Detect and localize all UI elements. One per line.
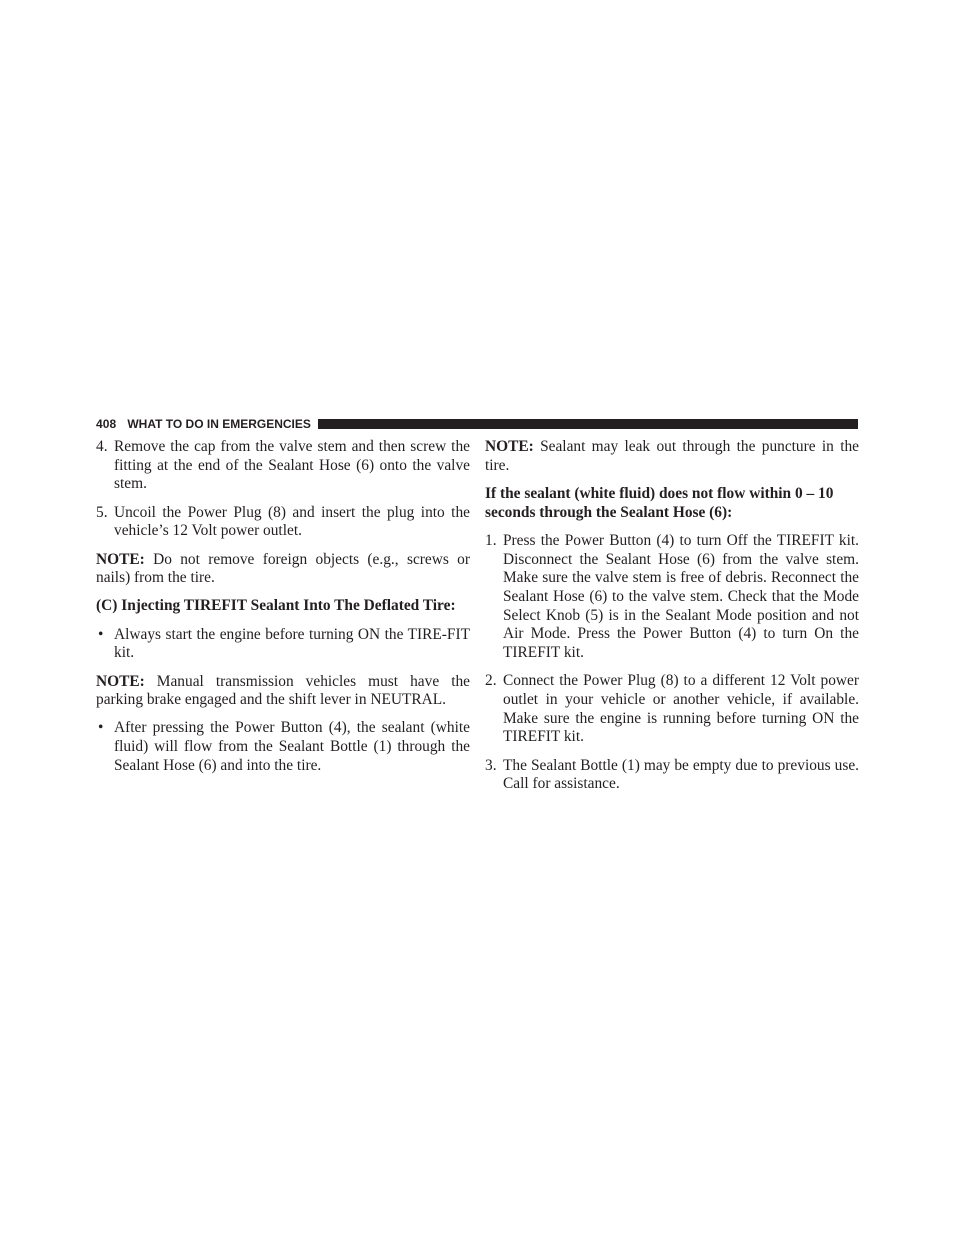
note-label: NOTE: [96,672,145,690]
step-3-number: 3. [485,756,497,774]
step-2-text: Connect the Power Plug (8) to a different 12 Volt power outlet in your vehicle or another vehicle, if available. Make sure the engine is running before turning ON the TIREFIT kit. [503,672,859,746]
note-text: Do not remove foreign objects (e.g., screws or nails) from the tire. [96,550,470,587]
bullet-sealant-flow [96,719,470,775]
note-foreign-objects [96,551,470,588]
step-2 [485,672,859,747]
bullet-text: Always start the engine before turning ON the TIRE-FIT kit. [114,625,470,662]
step-4-text: Remove the cap from the valve stem and then screw the fitting at the end of the Sealant Hose (6) onto the valve stem. [114,438,470,493]
step-5 [96,504,470,541]
header-rule [318,419,858,429]
bullet-text: After pressing the Power Button (4), the sealant (white fluid) will flow from the Sealant Bottle (1) through the Sealant Hose (6) and into the tire. [114,719,470,774]
note-text: Manual transmission vehicles must have the parking brake engaged and the shift lever in NEUTRAL. [96,672,470,709]
section-title: WHAT TO DO IN EMERGENCIES [127,417,311,431]
step-1-text: Press the Power Button (4) to turn Off the TIREFIT kit. Disconnect the Sealant Hose (6) from the valve stem. Make sure the valve stem is free of debris. Reconnect the Sealant Hose (6) to the valve stem. Check that the Mode Select Knob (5) is in the Sealant Mode position and not Air Mode. Press the Power Button (4) to turn On the TIREFIT kit. [503,531,859,662]
section-heading-no-flow: If the sealant (white fluid) does not flow within 0 – 10 seconds through the Sealant Hose (6): [485,484,834,521]
right-column [485,438,859,803]
step-3 [485,757,859,794]
note-label: NOTE: [96,550,145,568]
note-text: Sealant may leak out through the puncture in the tire. [485,438,859,474]
step-3-text: The Sealant Bottle (1) may be empty due to previous use. Call for assistance. [503,756,859,793]
bullet-symbol: • [98,625,104,643]
left-column [96,438,470,785]
step-4 [96,438,470,494]
bullet-symbol: • [98,719,104,737]
step-5-text: Uncoil the Power Plug (8) and insert the plug into the vehicle’s 12 Volt power outlet. [114,503,470,540]
section-heading-injecting: (C) Injecting TIREFIT Sealant Into The Deflated Tire: [96,597,456,615]
step-2-number: 2. [485,672,497,690]
step-1-number: 1. [485,531,497,549]
note-label: NOTE: [485,438,534,455]
step-1 [485,532,859,663]
note-manual-transmission [96,673,470,710]
step-5-number: 5. [96,503,108,521]
page-header [96,417,858,431]
step-4-number: 4. [96,438,108,455]
note-sealant-leak [485,438,859,475]
bullet-start-engine [96,626,470,663]
page-number: 408 [96,417,117,431]
